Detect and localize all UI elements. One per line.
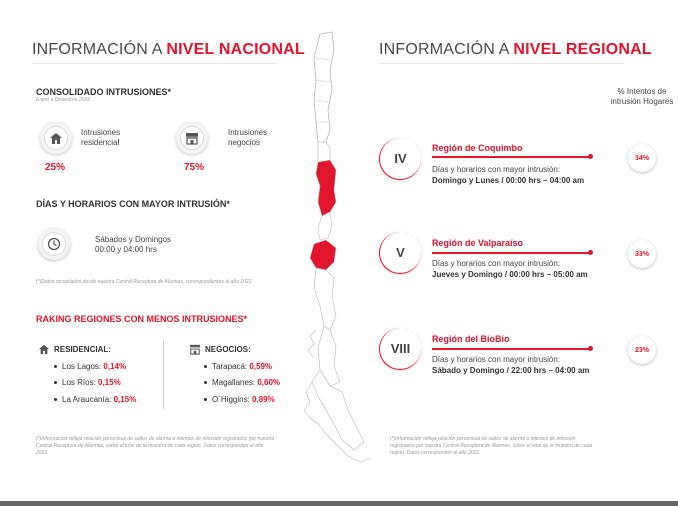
negocios-value: 75% bbox=[184, 162, 205, 173]
residencial-label: Intrusiones residencial bbox=[81, 128, 121, 147]
negocios-label: Intrusiones negocios bbox=[228, 128, 268, 147]
national-title-underline bbox=[32, 63, 277, 64]
region-name: Región de Coquimbo bbox=[432, 143, 523, 153]
region-line-dot bbox=[588, 250, 593, 255]
list-item: O´Higgins: 0,89% bbox=[204, 395, 275, 404]
region-roman-badge: IV bbox=[379, 138, 421, 180]
clock-icon bbox=[47, 237, 61, 251]
ranking-residencial-header: RESIDENCIAL: bbox=[38, 344, 111, 355]
dias-footnote: (*)Datos recopilados desde nuestra Central Receptora de Alarmas, correspondientes al año 2022. bbox=[36, 279, 253, 285]
ranking-heading: RAKING REGIONES CON MENOS INTRUSIONES* bbox=[36, 314, 248, 324]
list-item: Los Lagos: 0,14% bbox=[54, 362, 126, 371]
region-line bbox=[432, 348, 590, 350]
house-icon bbox=[49, 132, 63, 145]
map-region-north bbox=[314, 32, 334, 142]
regional-title: INFORMACIÓN A NIVEL REGIONAL bbox=[379, 41, 652, 58]
region-line-dot bbox=[588, 346, 593, 351]
residencial-icon-badge bbox=[40, 122, 72, 154]
region-roman-badge: V bbox=[379, 232, 421, 274]
region-pct-bubble: 34% bbox=[628, 144, 656, 172]
region-detail: Días y horarios con mayor intrusión: Jueves y Domingo / 00:00 hrs – 05:00 am bbox=[432, 259, 588, 279]
list-item: Magallanes: 0,60% bbox=[204, 378, 280, 387]
region-pct-bubble: 33% bbox=[628, 240, 656, 268]
region-name: Región de Valparaíso bbox=[432, 238, 524, 248]
region-line-dot bbox=[588, 154, 593, 159]
national-title: INFORMACIÓN A NIVEL NACIONAL bbox=[32, 41, 305, 58]
national-footnote: (*)Información refleja relación porcentual de saltos de alarma o intentos de intrusión registrados por nuestra Central Receptora de Alarmas, sobre el total de la muestra de cada región. Datos corresponden al año 2022. bbox=[36, 436, 275, 456]
map-region-biobio bbox=[310, 240, 336, 270]
dias-heading: DÍAS Y HORARIOS CON MAYOR INTRUSIÓN* bbox=[36, 199, 230, 209]
region-detail: Días y horarios con mayor intrusión: Domingo y Lunes / 00:00 hrs – 04:00 am bbox=[432, 165, 585, 185]
list-item: Tarapacá: 0,59% bbox=[204, 362, 272, 371]
list-item: Los Ríos: 0,15% bbox=[54, 378, 121, 387]
region-roman-badge: VIII bbox=[379, 328, 421, 370]
dias-text: Sábados y Domingos 00:00 y 04:00 hrs bbox=[95, 235, 172, 254]
bottom-bar bbox=[0, 501, 678, 506]
regional-footnote: (*)Información refleja relación porcentual de saltos de alarma o intentos de intrusión registrados por nuestra Central Receptora de Alarmas, sobre el total de la muestra de cada región. Datos corresponden al año 2022. bbox=[390, 436, 593, 456]
pct-header: % Intentos de intrusión Hogares bbox=[610, 87, 674, 106]
map-region-coquimbo bbox=[316, 160, 336, 216]
region-detail: Días y horarios con mayor intrusión: Sábado y Domingo / 22:00 hrs – 04:00 am bbox=[432, 355, 590, 375]
house-icon bbox=[38, 344, 50, 355]
store-icon bbox=[185, 132, 199, 145]
negocios-icon-badge bbox=[176, 122, 208, 154]
regional-title-underline bbox=[379, 63, 624, 64]
list-item: La Araucanía: 0,15% bbox=[54, 395, 136, 404]
ranking-divider bbox=[163, 339, 164, 409]
chile-map bbox=[290, 30, 380, 470]
consolidado-period: Enero a Diciembre 2022 bbox=[36, 97, 90, 103]
region-name: Región del BioBío bbox=[432, 334, 510, 344]
ranking-negocios-header: NEGOCIOS: bbox=[189, 344, 251, 355]
dias-icon-badge bbox=[38, 228, 70, 260]
region-pct-bubble: 23% bbox=[628, 336, 656, 364]
residencial-value: 25% bbox=[45, 162, 66, 173]
store-icon bbox=[189, 344, 201, 355]
consolidado-heading: CONSOLIDADO INTRUSIONES* bbox=[36, 87, 172, 97]
region-line bbox=[432, 156, 590, 158]
region-line bbox=[432, 252, 590, 254]
